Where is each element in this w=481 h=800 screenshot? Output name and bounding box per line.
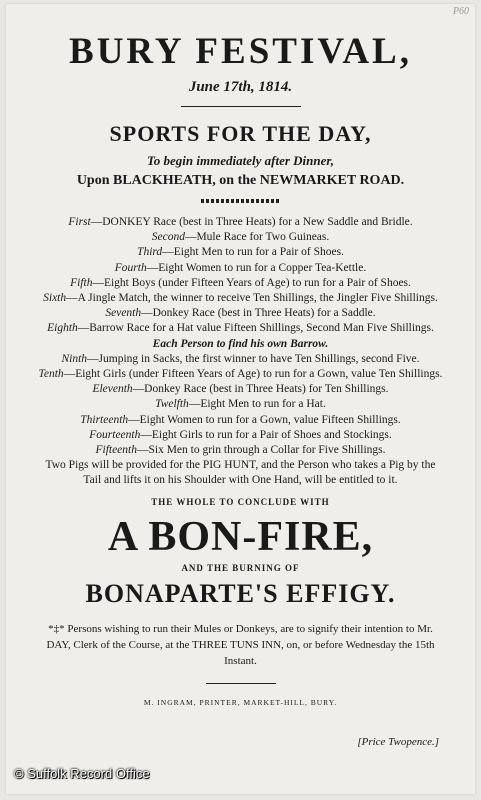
copyright-watermark: © Suffolk Record Office — [14, 766, 150, 781]
archive-mark: P60 — [452, 6, 469, 17]
event-text: Tail and lifts it on his Shoulder with One Hand, will be entitled to it. — [83, 474, 398, 487]
poster-title: BURY FESTIVAL, — [69, 31, 412, 72]
event-line — [6, 230, 475, 245]
event-ordinal: Thirteenth — [80, 413, 129, 426]
event-line — [6, 352, 475, 367]
sports-subheading-location: Upon BLACKHEATH, on the NEWMARKET ROAD. — [76, 173, 405, 188]
event-text: —Eight Girls to run for a Pair of Shoes and Stockings. — [140, 428, 392, 441]
price-note: [Price Twopence.] — [357, 736, 439, 748]
event-text: —Six Men to grin through a Collar for Five Shillings. — [136, 444, 386, 457]
event-line — [6, 215, 475, 230]
event-line — [6, 397, 475, 412]
event-line — [6, 443, 475, 458]
event-ordinal: Ninth — [61, 352, 88, 365]
event-ordinal: Twelfth — [155, 398, 189, 411]
event-text: —Donkey Race (best in Three Heats) for Ten Shillings. — [132, 383, 389, 396]
event-list — [6, 215, 475, 489]
event-text: —Jumping in Sacks, the first winner to have Ten Shillings, second Five. — [87, 352, 420, 365]
event-line — [6, 473, 475, 488]
event-text: —Barrow Race for a Hat value Fifteen Shillings, Second Man Five Shillings. — [77, 322, 434, 335]
event-line — [6, 306, 475, 321]
event-ordinal: Third — [137, 246, 163, 259]
event-ordinal: Fifth — [70, 276, 93, 289]
poster-sheet — [6, 4, 475, 794]
event-text: —Mule Race for Two Guineas. — [184, 231, 330, 244]
bonfire-headline: A BON-FIRE, — [107, 513, 374, 560]
event-text: —Eight Women to run for a Copper Tea-Kettle. — [146, 261, 367, 274]
printer-imprint: M. INGRAM, PRINTER, MARKET-HILL, BURY. — [143, 697, 338, 707]
conclusion-lead: THE WHOLE TO CONCLUDE WITH — [151, 496, 330, 507]
event-line — [6, 382, 475, 397]
effigy-headline: BONAPARTE'S EFFIGY. — [85, 578, 396, 608]
event-line — [6, 261, 475, 276]
event-line — [6, 276, 475, 291]
event-ordinal: Eleventh — [92, 383, 133, 396]
event-ordinal: Seventh — [105, 307, 142, 320]
event-line — [6, 291, 475, 306]
event-ordinal: Second — [151, 231, 185, 244]
event-text: —Eight Boys (under Fifteen Years of Age) to run for a Pair of Shoes. — [92, 276, 411, 289]
event-line — [6, 428, 475, 443]
event-ordinal: Sixth — [43, 292, 67, 305]
event-text: —Donkey Race (best in Three Heats) for a Saddle. — [141, 307, 376, 320]
event-date: June 17th, 1814. — [188, 79, 293, 95]
event-text: —A Jingle Match, the winner to receive Ten Shillings, the Jingler Five Shillings. — [66, 292, 438, 305]
ornament-divider — [201, 199, 281, 203]
event-text: —Eight Men to run for a Pair of Shoes. — [162, 246, 344, 259]
event-line — [6, 367, 475, 382]
event-ordinal: Fourteenth — [89, 428, 141, 441]
event-ordinal: Fourth — [114, 261, 147, 274]
event-text: Two Pigs will be provided for the PIG HUNT, and the Person who takes a Pig by the — [45, 459, 436, 472]
event-ordinal: Eighth — [47, 322, 78, 335]
divider-rule — [181, 106, 301, 107]
event-line — [6, 337, 475, 352]
sports-heading: SPORTS FOR THE DAY, — [109, 121, 372, 146]
event-text: Each Person to find his own Barrow. — [152, 337, 329, 350]
entry-notice: *‡* Persons wishing to run their Mules or Donkeys, are to signify their intention to Mr. DAY, Clerk of the Course, at the THREE TUNS INN, on, or before Wednesday the 15th Instant. — [46, 622, 435, 667]
event-ordinal: Tenth — [38, 368, 64, 381]
sports-subheading-time: To begin immediately after Dinner, — [147, 153, 334, 168]
burning-subline: AND THE BURNING OF — [181, 562, 300, 573]
event-line — [6, 245, 475, 260]
event-ordinal: First — [68, 216, 91, 228]
event-line — [6, 458, 475, 473]
event-text: —Eight Men to run for a Hat. — [188, 398, 326, 411]
event-line — [6, 413, 475, 428]
event-text: —Eight Women to run for a Gown, value Fifteen Shillings. — [128, 413, 401, 426]
event-text: —DONKEY Race (best in Three Heats) for a New Saddle and Bridle. — [90, 216, 413, 228]
event-line — [6, 321, 475, 336]
event-text: —Eight Girls (under Fifteen Years of Age) to run for a Gown, value Ten Shillings. — [63, 368, 443, 381]
event-ordinal: Fifteenth — [95, 444, 137, 457]
divider-rule-bottom — [206, 683, 276, 684]
